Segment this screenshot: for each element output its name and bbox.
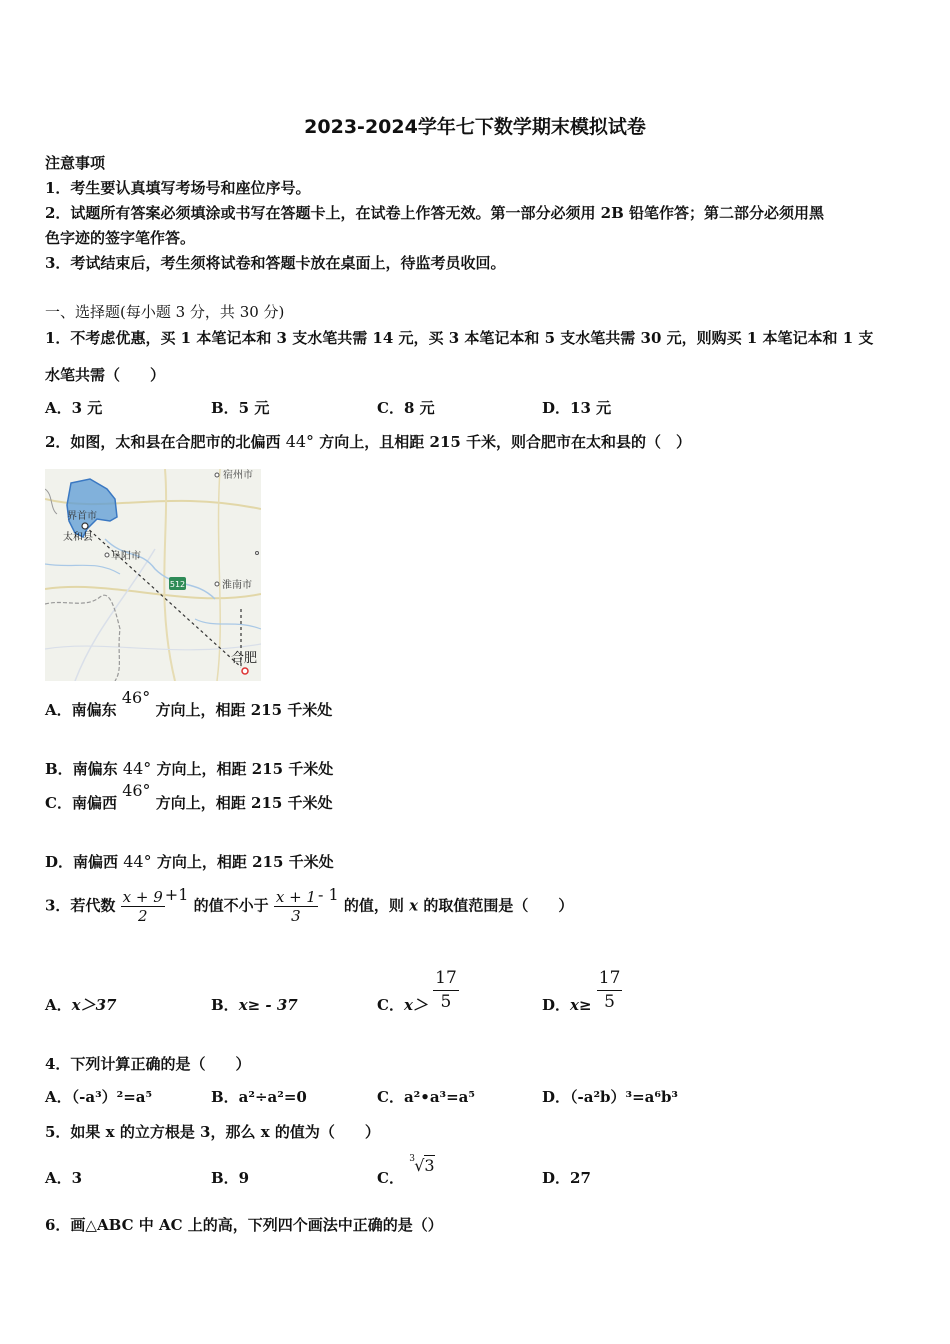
q1-line2: 水笔共需（ ）: [45, 366, 166, 384]
q5-root-index: 3: [409, 1154, 415, 1164]
q2-option-b: [45, 758, 333, 779]
q2-stem: [45, 431, 691, 452]
section-heading: 一、选择题(每小题 3 分，共 30 分): [45, 303, 285, 321]
q3-option-d: [542, 967, 622, 1014]
q4-option-d: D．（-a²b）³=a⁶b³: [542, 1088, 678, 1106]
q2-option-d-prefix: D．南偏西: [45, 853, 119, 871]
q3-option-d-num: 17: [597, 967, 623, 991]
q2-option-a-angle: 46°: [121, 688, 151, 707]
q3-fraction-2-num: x + 1: [275, 888, 316, 906]
q2-angle: 44°: [285, 432, 315, 451]
q3-option-a: [45, 994, 116, 1015]
map-label-taihe: 太和县: [63, 532, 93, 543]
q3-mid: 的值不小于: [193, 896, 269, 915]
q5-option-d: D．27: [542, 1169, 591, 1187]
q2-option-b-prefix: B．南偏东: [45, 760, 118, 778]
map-label-hefei: 合肥: [231, 651, 258, 666]
q3-fraction-2-tail: - 1: [317, 884, 339, 904]
q3-option-a-value: x＞37: [71, 996, 117, 1014]
map-road-label: 512: [169, 580, 186, 589]
q6-stem: 6．画△ABC 中 AC 上的高，下列四个画法中正确的是（）: [45, 1216, 443, 1234]
q3-option-b-label: B．: [211, 996, 239, 1014]
notice-item-2-cont: 色字迹的签字笔作答。: [45, 229, 196, 247]
q2-text-a: 2．如图，太和县在合肥市的北偏西: [45, 433, 281, 451]
q3-option-c-var: x＞: [403, 996, 428, 1014]
q3-option-a-label: A．: [45, 996, 72, 1014]
q2-option-c-suffix: 方向上，相距 215 千米处: [155, 794, 333, 812]
q2-option-d: [45, 851, 334, 872]
q1-option-a: A．3 元: [45, 399, 103, 417]
q3-option-d-den: 5: [604, 992, 615, 1012]
q3-option-c-fraction: [433, 967, 459, 1014]
q3-prefix: 3．若代数: [45, 896, 116, 915]
q3-fraction-1-den: 2: [137, 907, 148, 925]
page-title: 2023-2024学年七下数学期末模拟试卷: [304, 116, 646, 138]
q3-option-d-label: D．: [542, 996, 571, 1014]
notice-heading: 注意事项: [45, 154, 106, 172]
map-label-jieshou: 界首市: [67, 511, 97, 522]
q2-option-a-prefix: A．南偏东: [45, 701, 117, 719]
q2-option-c-prefix: C．南偏西: [45, 794, 117, 812]
q2-option-d-suffix: 方向上，相距 215 千米处: [156, 853, 334, 871]
q3-suffix-b: 的取值范围是（ ）: [423, 896, 574, 915]
q4-option-b: B．a²÷a²=0: [211, 1088, 307, 1106]
map-label-suzhou: 宿州市: [223, 470, 253, 481]
q3-option-b: [211, 994, 298, 1015]
notice-item-2: 2．试题所有答案必须填涂或书写在答题卡上，在试卷上作答无效。第一部分必须用 2B 铅笔作答；第二部分必须用黑: [45, 204, 825, 222]
q3-option-b-value: x≥ - 37: [238, 996, 298, 1014]
q3-suffix-a: 的值，则: [343, 896, 404, 915]
q3-option-d-var: x≥: [570, 996, 592, 1014]
map-label-fuyang: 阜阳市: [111, 551, 141, 562]
q2-map-figure: [45, 469, 261, 681]
q2-option-c-angle: 46°: [122, 781, 151, 800]
q5-stem: 5．如果 x 的立方根是 3，那么 x 的值为（ ）: [45, 1123, 380, 1141]
q2-option-d-angle: 44°: [123, 852, 152, 871]
q5-option-c-radical: 3 √3: [409, 1154, 435, 1175]
q3-stem: [45, 884, 574, 925]
q5-option-c: [377, 1154, 435, 1188]
q4-option-a: A．（-a³）²=a⁵: [45, 1088, 153, 1106]
q3-variable: x: [409, 896, 419, 915]
q3-fraction-2: [274, 888, 318, 925]
q3-option-d-fraction: [597, 967, 623, 1014]
q1-option-b: B．5 元: [211, 399, 270, 417]
q4-stem: 4．下列计算正确的是（ ）: [45, 1055, 251, 1073]
q1-option-c: C．8 元: [377, 399, 435, 417]
map-label-huainan: 淮南市: [222, 580, 252, 591]
q2-text-b: 方向上，且相距 215 千米，则合肥市在太和县的（ ）: [319, 433, 692, 451]
q5-option-a: A．3: [45, 1169, 83, 1187]
q2-option-b-angle: 44°: [122, 759, 152, 778]
q3-option-c: [377, 967, 459, 1014]
q3-fraction-2-den: 3: [291, 907, 301, 925]
q2-option-b-suffix: 方向上，相距 215 千米处: [156, 760, 334, 778]
q3-option-c-num: 17: [433, 967, 459, 991]
q4-option-c: C．a²•a³=a⁵: [377, 1088, 475, 1106]
q2-option-a: [45, 688, 333, 720]
q5-root-value: 3: [424, 1156, 435, 1175]
q5-option-b: B．9: [211, 1169, 250, 1187]
map-svg: [45, 469, 261, 681]
q2-option-a-suffix: 方向上，相距 215 千米处: [155, 701, 333, 719]
q3-fraction-1-num: x + 9: [122, 888, 163, 906]
q3-fraction-1-tail: +1: [164, 884, 189, 904]
q3-option-c-den: 5: [440, 992, 452, 1012]
q2-option-c: [45, 781, 333, 813]
q1-option-d: D．13 元: [542, 399, 612, 417]
q3-fraction-1: [121, 888, 165, 925]
q5-option-c-label: C．: [377, 1169, 404, 1187]
notice-item-3: 3．考试结束后，考生须将试卷和答题卡放在桌面上，待监考员收回。: [45, 254, 506, 272]
q1-line1: 1．不考虑优惠，买 1 本笔记本和 3 支水笔共需 14 元，买 3 本笔记本和 5 支水笔共需 30 元，则购买 1 本笔记本和 1 支: [45, 329, 874, 347]
q3-option-c-label: C．: [377, 996, 404, 1014]
notice-item-1: 1．考生要认真填写考场号和座位序号。: [45, 179, 311, 197]
